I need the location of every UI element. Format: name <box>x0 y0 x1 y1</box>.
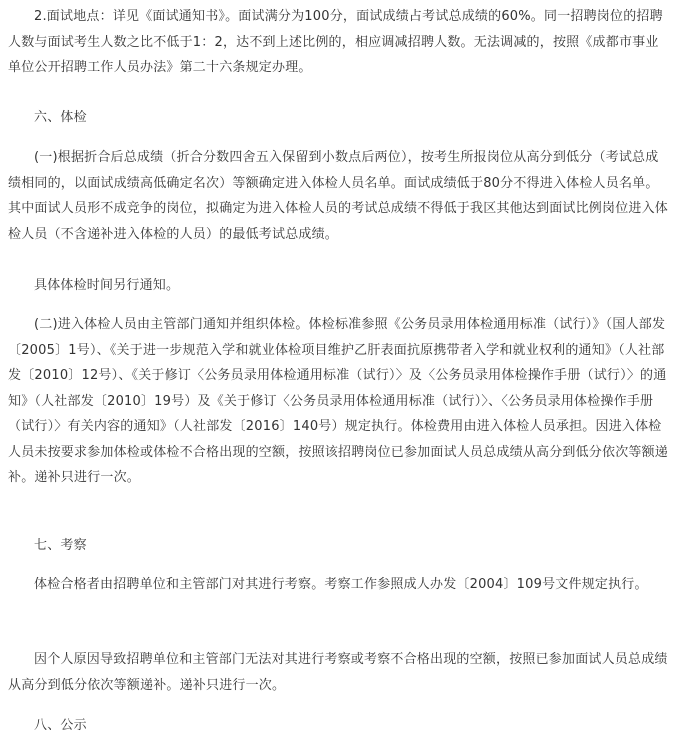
section-heading-physical-exam: 六、体检 <box>34 110 87 125</box>
paragraph-inspection-vacancy: 因个人原因导致招聘单位和主管部门无法对其进行考察或考察不合格出现的空额，按照已参加面试人员总成绩从高分到低分依次等额递补。递补只进行一次。 <box>8 652 668 693</box>
paragraph-inspection-rules: 体检合格者由招聘单位和主管部门对其进行考察。考察工作参照成人办发〔2004〕109号文件规定执行。 <box>34 577 648 592</box>
paragraph-exam-organization: (二)进入体检人员由主管部门通知并组织体检。体检标准参照《公务员录用体检通用标准（试行）》（国人部发〔2005〕1号）、《关于进一步规范入学和就业体检项目维护乙肝表面抗原携带者入学和就业权利的通知》（人社部发〔2010〕12号）、《关于修订〈公务员录用体检通用标准（试行）〉及〈公务员录用体检操作手册（试行）〉的通知》（人社部发〔2010〕19号）及《关于修订〈公务员录用体检通用标准（试行）〉、〈公务员录用体检操作手册（试行）〉有关内容的通知》（人社部发〔2016〕140号）规定执行。体检费用由进入体检人员承担。因进入体检人员未按要求参加体检或体检不合格出现的空额，按照该招聘岗位已参加面试人员总成绩从高分到低分依次等额递补。递补只进行一次。 <box>8 317 669 485</box>
paragraph-interview-location: 2.面试地点：详见《面试通知书》。面试满分为100分，面试成绩占考试总成绩的60%。同一招聘岗位的招聘人数与面试考生人数之比不低于1：2，达不到上述比例的，相应调减招聘人数。无法调减的，按照《成都市事业单位公开招聘工作人员办法》第二十六条规定办理。 <box>8 9 663 75</box>
section-heading-publicity: 八、公示 <box>34 718 87 733</box>
paragraph-exam-list: (一)根据折合后总成绩（折合分数四舍五入保留到小数点后两位），按考生所报岗位从高分到低分（考试总成绩相同的，以面试成绩高低确定名次）等额确定进入体检人员名单。面试成绩低于80分不得进入体检人员名单。其中面试人员形不成竞争的岗位，拟确定为进入体检人员的考试总成绩不得低于我区其他达到面试比例岗位进入体检人员（不含递补进入体检的人员）的最低考试总成绩。 <box>8 150 669 242</box>
paragraph-exam-time: 具体体检时间另行通知。 <box>34 278 180 293</box>
section-heading-inspection: 七、考察 <box>34 538 87 553</box>
